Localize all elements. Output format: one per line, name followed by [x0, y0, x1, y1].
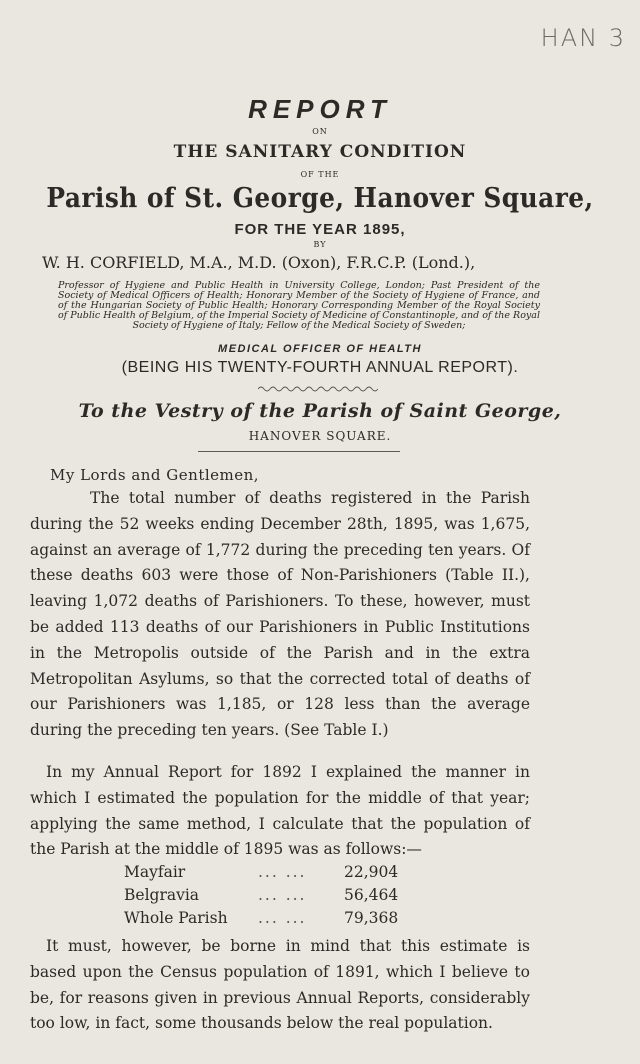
- district-population: 22,904: [344, 863, 399, 881]
- population-row: [124, 886, 444, 909]
- leader-dots: ... ...: [258, 886, 307, 904]
- leader-dots: ... ...: [258, 863, 307, 881]
- address-sub: HANOVER SQUARE.: [248, 429, 392, 443]
- office-title: MEDICAL OFFICER OF HEALTH: [218, 343, 422, 355]
- paragraph-census-caveat: It must, however, be borne in mind that this estimate is based upon the Census population of 1891, which I believe to be, for reasons given in previous Annual Reports, considerably too low, in fact, some thousands below the real population.: [30, 937, 530, 1033]
- author-credentials: Professor of Hygiene and Public Health in University College, London; Past President of the Society of Medical Officers of Health; Honorary Member of the Society of Hygiene of France, and of the Hungarian Society of Public Health; Honorary Corresponding Member of the Royal Society of Public Health of Belgium, of the Imperial Society of Medicine of Constantinople, and of the Royal Society of Hygiene of Italy; Fellow of the Medical Society of Sweden;: [58, 280, 540, 331]
- salutation: My Lords and Gentlemen,: [50, 466, 260, 484]
- leader-dots: ... ...: [258, 909, 307, 927]
- parish-title: Parish of St. George, Hanover Square,: [46, 183, 594, 214]
- of-the-label: OF THE: [300, 170, 340, 179]
- district-population: 56,464: [344, 886, 399, 904]
- subject-title: THE SANITARY CONDITION: [173, 142, 467, 162]
- paragraph-deaths: The total number of deaths registered in the Parish during the 52 weeks ending December 28th, 1895, was 1,675, against an average of 1,772 during the preceding ten years. Of these deaths 603 were those of Non-Parishioners (Table II.), leaving 1,072 deaths of Parishioners. To these, however, must be added 113 deaths of our Parishioners in Public Institutions in the Metropolis outside of the Parish and in the extra Metropolitan Asylums, so that the corrected total of deaths of our Parishioners was 1,185, or 128 less than the average during the preceding ten years. (See Table I.): [30, 489, 530, 740]
- divider-rule: [198, 451, 400, 452]
- by-label: BY: [313, 240, 327, 249]
- population-row: [124, 909, 444, 932]
- address-line: To the Vestry of the Parish of Saint George,: [78, 400, 562, 422]
- paragraph-population-method: In my Annual Report for 1892 I explained the manner in which I estimated the population for the middle of that year; applying the same method, I calculate that the population of the Parish at the middle of 1895 was as follows:—: [30, 763, 530, 859]
- population-row: [124, 863, 444, 886]
- district-name: Mayfair: [124, 863, 186, 881]
- report-title: REPORT: [248, 94, 392, 124]
- author-name: W. H. CORFIELD, M.A., M.D. (Oxon), F.R.C.P. (Lond.),: [42, 253, 476, 272]
- district-name: Belgravia: [124, 886, 200, 904]
- district-population: 79,368: [344, 909, 399, 927]
- district-name: Whole Parish: [124, 909, 228, 927]
- population-table: [124, 863, 444, 932]
- edition-note: (BEING HIS TWENTY-FOURTH ANNUAL REPORT).: [121, 359, 519, 376]
- catalog-mark: HAN 3: [540, 24, 626, 52]
- report-year: FOR THE YEAR 1895,: [234, 221, 406, 238]
- ornament-divider: [258, 385, 378, 393]
- on-label: ON: [312, 127, 328, 136]
